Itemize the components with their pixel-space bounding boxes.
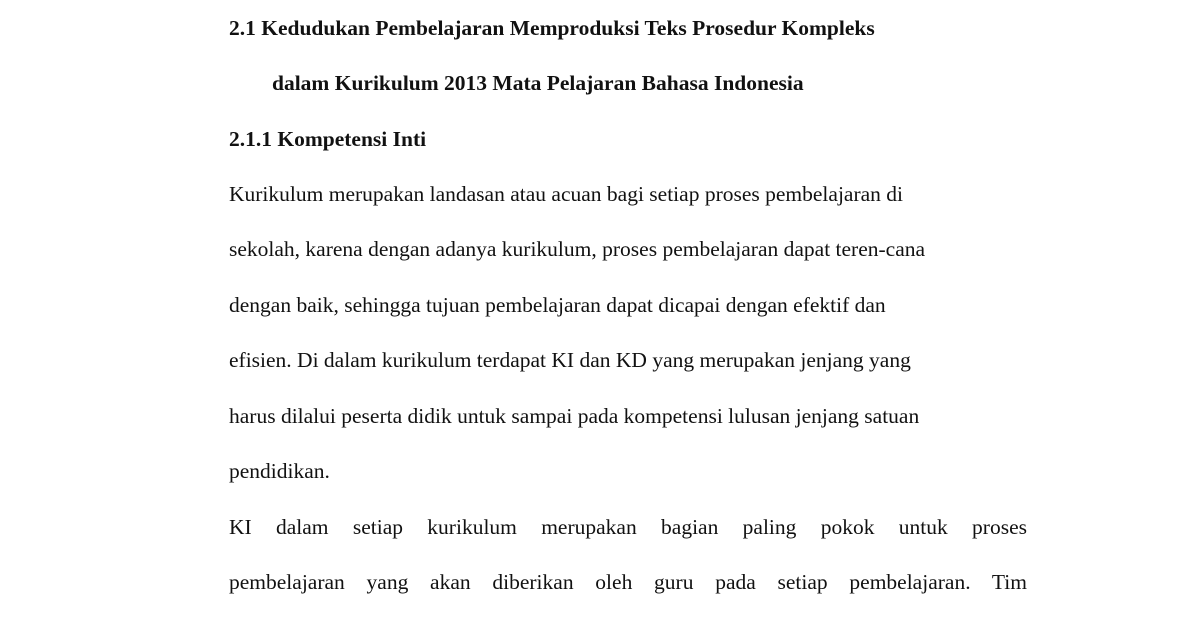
subsection-heading: 2.1.1 Kompetensi Inti xyxy=(229,127,427,151)
section-heading-line-2: dalam Kurikulum 2013 Mata Pelajaran Bahasa Indonesia xyxy=(272,71,804,95)
section-heading-line-1: 2.1 Kedudukan Pembelajaran Memproduksi Teks Prosedur Kompleks xyxy=(229,16,875,40)
paragraph-2-line-2: pembelajaran yang akan diberikan oleh guru pada setiap pembelajaran. Tim xyxy=(229,570,1027,594)
paragraph-1-line-5: harus dilalui peserta didik untuk sampai pada kompetensi lulusan jenjang satuan xyxy=(229,404,920,428)
paragraph-1-line-2: sekolah, karena dengan adanya kurikulum, proses pembelajaran dapat teren-cana xyxy=(229,237,926,261)
paragraph-1-line-6: pendidikan. xyxy=(229,459,330,483)
paragraph-2-line-1: KI dalam setiap kurikulum merupakan bagian paling pokok untuk proses xyxy=(229,515,1027,539)
paragraph-1-line-3: dengan baik, sehingga tujuan pembelajaran dapat dicapai dengan efektif dan xyxy=(229,293,886,317)
paragraph-1-line-1: Kurikulum merupakan landasan atau acuan bagi setiap proses pembelajaran di xyxy=(229,182,904,206)
paragraph-1-line-4: efisien. Di dalam kurikulum terdapat KI dan KD yang merupakan jenjang yang xyxy=(229,348,911,372)
